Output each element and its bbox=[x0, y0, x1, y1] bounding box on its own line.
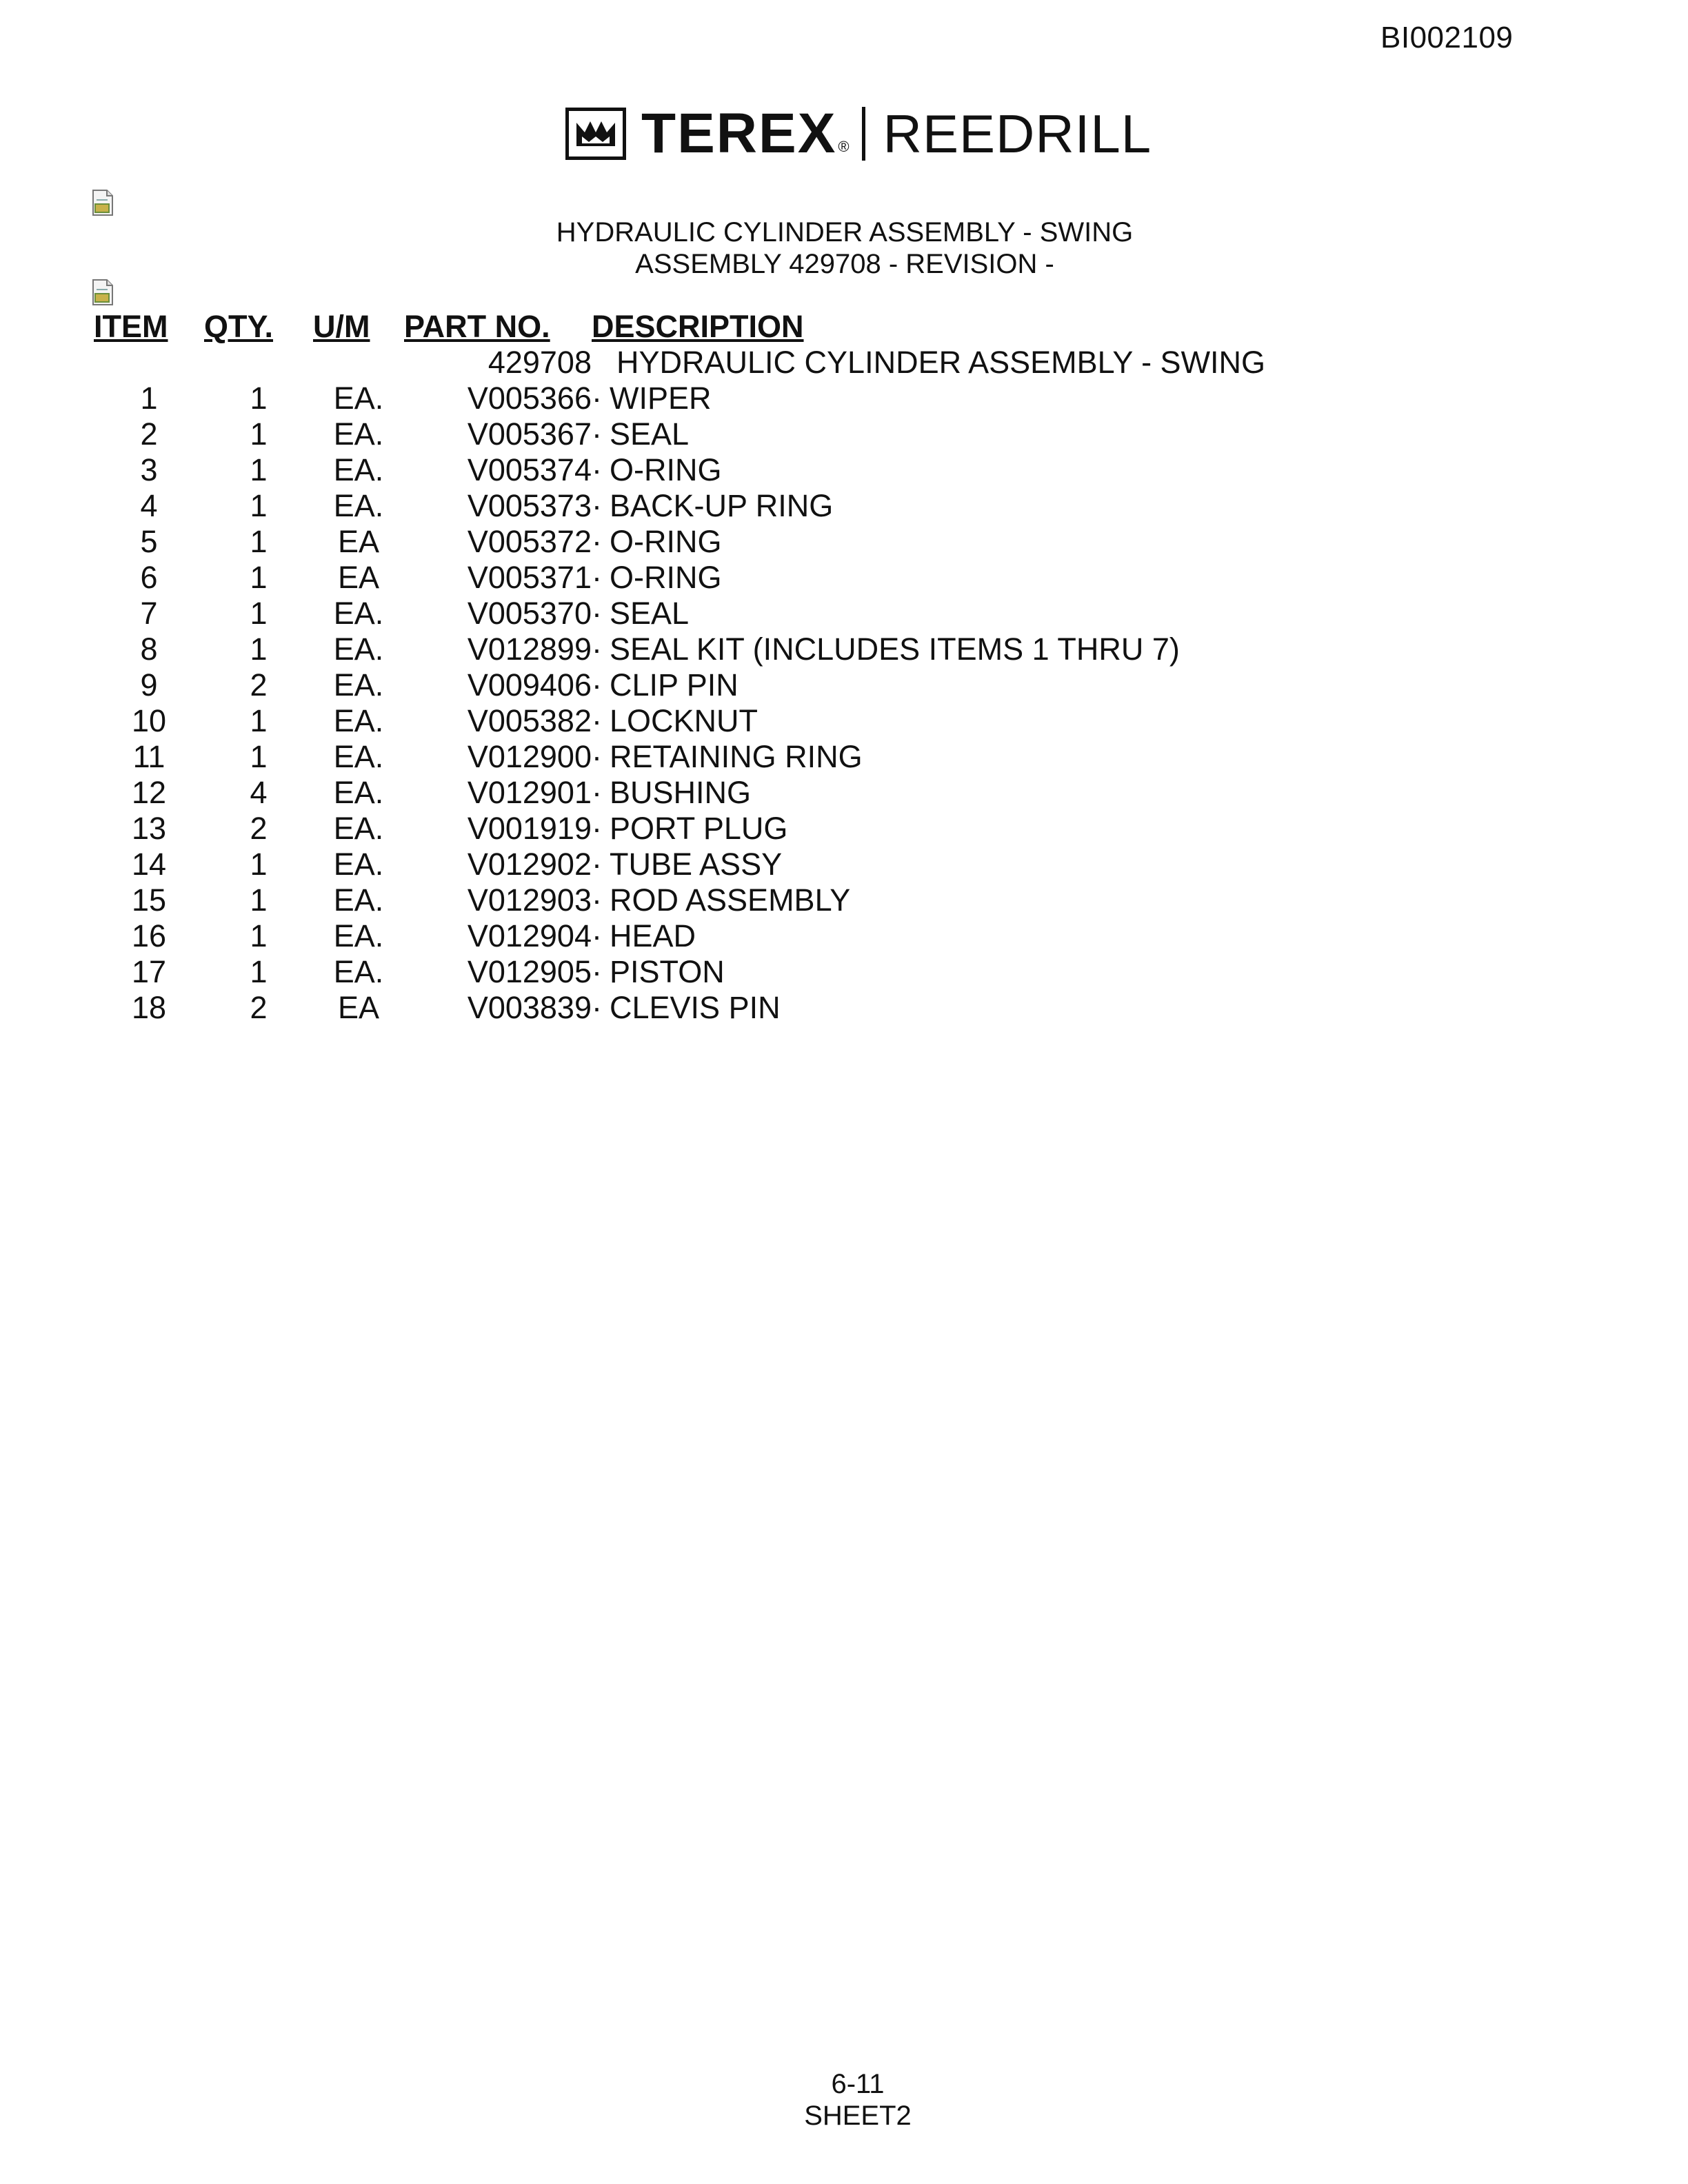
table-row bbox=[94, 990, 1265, 1026]
title-line-1: HYDRAULIC CYLINDER ASSEMBLY - SWING bbox=[556, 217, 1134, 247]
table-row bbox=[94, 918, 1265, 954]
qty-cell: 1 bbox=[250, 560, 268, 595]
part-no-cell: V005366 bbox=[467, 381, 592, 416]
indent-bullet: · bbox=[592, 811, 602, 846]
description-text: CLEVIS PIN bbox=[610, 990, 781, 1025]
qty-cell: 1 bbox=[250, 416, 268, 452]
qty-cell: 1 bbox=[250, 739, 268, 774]
description-text: SEAL bbox=[610, 596, 690, 631]
um-cell: EA. bbox=[333, 416, 384, 452]
part-no-cell: V009406 bbox=[467, 667, 592, 702]
qty-cell: 1 bbox=[250, 954, 268, 989]
description-cell bbox=[592, 452, 1265, 488]
um-cell: EA. bbox=[333, 918, 384, 953]
um-cell: EA. bbox=[333, 954, 384, 989]
description-text: CLIP PIN bbox=[610, 667, 738, 702]
item-cell: 16 bbox=[131, 918, 167, 953]
indent-bullet: · bbox=[592, 775, 602, 810]
description-cell bbox=[592, 381, 1265, 416]
qty-cell: 1 bbox=[250, 488, 268, 523]
um-cell: EA. bbox=[333, 775, 384, 810]
description-cell bbox=[592, 775, 1265, 811]
description-cell bbox=[592, 847, 1265, 882]
qty-cell: 1 bbox=[250, 631, 268, 667]
item-cell: 7 bbox=[140, 596, 158, 631]
description-cell bbox=[592, 739, 1265, 775]
description-cell bbox=[592, 596, 1265, 631]
part-no-cell: V005373 bbox=[467, 488, 592, 523]
item-cell: 3 bbox=[140, 452, 158, 487]
page-footer bbox=[0, 2068, 1688, 2132]
description-text: RETAINING RING bbox=[610, 739, 863, 774]
description-cell bbox=[592, 918, 1265, 954]
item-cell: 2 bbox=[140, 416, 158, 452]
part-no-cell: V012903 bbox=[467, 882, 592, 918]
indent-bullet: · bbox=[592, 667, 602, 702]
table-row bbox=[94, 667, 1265, 703]
item-cell: 1 bbox=[140, 381, 158, 416]
qty-cell: 1 bbox=[250, 918, 268, 953]
assembly-part-no: 429708 bbox=[488, 345, 592, 380]
part-no-cell: V005371 bbox=[467, 560, 592, 595]
indent-bullet: · bbox=[592, 631, 602, 667]
description-text: SEAL bbox=[610, 416, 690, 452]
indent-bullet: · bbox=[592, 524, 602, 559]
table-row bbox=[94, 775, 1265, 811]
indent-bullet: · bbox=[592, 918, 602, 953]
part-no-cell: V005367 bbox=[467, 416, 592, 452]
logo-registered-mark: ® bbox=[838, 138, 850, 155]
description-text: BACK-UP RING bbox=[610, 488, 834, 523]
um-cell: EA. bbox=[333, 739, 384, 774]
table-row bbox=[94, 882, 1265, 918]
description-text: PISTON bbox=[610, 954, 725, 989]
description-cell bbox=[592, 560, 1265, 596]
table-row bbox=[94, 954, 1265, 990]
part-no-cell: V012901 bbox=[467, 775, 592, 810]
qty-cell: 1 bbox=[250, 703, 268, 738]
logo-brand-text: TEREX bbox=[641, 102, 837, 165]
part-no-cell: V012902 bbox=[467, 847, 592, 882]
um-cell: EA. bbox=[333, 631, 384, 667]
part-no-cell: V012905 bbox=[467, 954, 592, 989]
indent-bullet: · bbox=[592, 847, 602, 882]
part-no-cell: V001919 bbox=[467, 811, 592, 846]
header-part-no: PART NO. bbox=[404, 309, 550, 344]
um-cell: EA bbox=[337, 560, 380, 595]
um-cell: EA. bbox=[333, 847, 384, 882]
part-no-cell: V005372 bbox=[467, 524, 592, 559]
qty-cell: 1 bbox=[250, 596, 268, 631]
qty-cell: 4 bbox=[250, 775, 268, 810]
table-row bbox=[94, 739, 1265, 775]
assembly-description: HYDRAULIC CYLINDER ASSEMBLY - SWING bbox=[616, 345, 1266, 380]
page-number: 6-11 bbox=[831, 2069, 885, 2099]
item-cell: 11 bbox=[132, 739, 165, 774]
sheet-label: SHEET2 bbox=[804, 2101, 912, 2131]
part-no-cell: V003839 bbox=[467, 990, 592, 1025]
header-description: DESCRIPTION bbox=[592, 309, 804, 344]
part-no-cell: V012899 bbox=[467, 631, 592, 667]
indent-bullet: · bbox=[592, 381, 602, 416]
item-cell: 13 bbox=[131, 811, 167, 846]
qty-cell: 1 bbox=[250, 381, 268, 416]
parts-list-table bbox=[94, 306, 1265, 1026]
assembly-row bbox=[94, 345, 1265, 381]
qty-cell: 1 bbox=[250, 452, 268, 487]
document-id: BI002109 bbox=[1380, 21, 1514, 54]
indent-bullet: · bbox=[592, 739, 602, 774]
um-cell: EA. bbox=[333, 811, 384, 846]
indent-bullet: · bbox=[592, 452, 602, 487]
description-text: O-RING bbox=[610, 524, 722, 559]
description-text: HEAD bbox=[610, 918, 696, 953]
description-text: ROD ASSEMBLY bbox=[610, 882, 851, 918]
table-row bbox=[94, 560, 1265, 596]
item-cell: 4 bbox=[140, 488, 158, 523]
table-row bbox=[94, 631, 1265, 667]
part-no-cell: V005374 bbox=[467, 452, 592, 487]
part-no-cell: V005370 bbox=[467, 596, 592, 631]
indent-bullet: · bbox=[592, 488, 602, 523]
qty-cell: 1 bbox=[250, 847, 268, 882]
description-cell bbox=[592, 954, 1265, 990]
indent-bullet: · bbox=[592, 703, 602, 738]
item-cell: 15 bbox=[131, 882, 167, 918]
description-text: O-RING bbox=[610, 452, 722, 487]
description-text: SEAL KIT (INCLUDES ITEMS 1 THRU 7) bbox=[610, 631, 1180, 667]
description-text: PORT PLUG bbox=[610, 811, 788, 846]
table-row bbox=[94, 703, 1265, 739]
um-cell: EA. bbox=[333, 596, 384, 631]
table-row bbox=[94, 596, 1265, 631]
um-cell: EA. bbox=[333, 488, 384, 523]
table-header-row bbox=[94, 306, 1265, 345]
description-cell bbox=[592, 631, 1265, 667]
description-text: TUBE ASSY bbox=[610, 847, 783, 882]
table-row bbox=[94, 524, 1265, 560]
description-cell bbox=[592, 488, 1265, 524]
item-cell: 5 bbox=[140, 524, 158, 559]
qty-cell: 1 bbox=[250, 524, 268, 559]
part-no-cell: V012904 bbox=[467, 918, 592, 953]
logo-divider bbox=[862, 107, 865, 161]
qty-cell: 1 bbox=[250, 882, 268, 918]
terex-reedrill-logo bbox=[565, 102, 1152, 165]
item-cell: 10 bbox=[131, 703, 167, 738]
table-row bbox=[94, 811, 1265, 847]
indent-bullet: · bbox=[592, 954, 602, 989]
table-row bbox=[94, 488, 1265, 524]
item-cell: 18 bbox=[131, 990, 167, 1025]
header-um: U/M bbox=[313, 309, 370, 344]
um-cell: EA bbox=[337, 990, 380, 1025]
qty-cell: 2 bbox=[250, 990, 268, 1025]
item-cell: 14 bbox=[131, 847, 167, 882]
table-row bbox=[94, 452, 1265, 488]
description-text: O-RING bbox=[610, 560, 722, 595]
item-cell: 17 bbox=[131, 954, 167, 989]
part-no-cell: V012900 bbox=[467, 739, 592, 774]
description-cell bbox=[592, 882, 1265, 918]
indent-bullet: · bbox=[592, 560, 602, 595]
um-cell: EA. bbox=[333, 703, 384, 738]
table-row bbox=[94, 847, 1265, 882]
description-cell bbox=[592, 524, 1265, 560]
description-text: WIPER bbox=[610, 381, 712, 416]
indent-bullet: · bbox=[592, 882, 602, 918]
description-cell bbox=[592, 703, 1265, 739]
part-no-cell: V005382 bbox=[467, 703, 592, 738]
header-qty: QTY. bbox=[204, 309, 274, 344]
um-cell: EA. bbox=[333, 667, 384, 702]
terex-crown-logo-icon bbox=[565, 108, 626, 160]
item-cell: 9 bbox=[140, 667, 158, 702]
logo-division-text: REEDRILL bbox=[883, 103, 1152, 164]
header-item: ITEM bbox=[94, 309, 168, 344]
description-text: LOCKNUT bbox=[610, 703, 758, 738]
item-cell: 8 bbox=[140, 631, 158, 667]
um-cell: EA. bbox=[333, 452, 384, 487]
indent-bullet: · bbox=[592, 416, 602, 452]
title-line-2: ASSEMBLY 429708 - REVISION - bbox=[635, 249, 1054, 279]
description-cell bbox=[592, 811, 1265, 847]
description-cell bbox=[592, 416, 1265, 452]
qty-cell: 2 bbox=[250, 811, 268, 846]
description-cell bbox=[592, 990, 1265, 1026]
um-cell: EA. bbox=[333, 381, 384, 416]
table-row bbox=[94, 416, 1265, 452]
um-cell: EA bbox=[337, 524, 380, 559]
table-row bbox=[94, 381, 1265, 416]
attachment-file-icon[interactable] bbox=[91, 279, 114, 306]
um-cell: EA. bbox=[333, 882, 384, 918]
indent-bullet: · bbox=[592, 596, 602, 631]
description-text: BUSHING bbox=[610, 775, 752, 810]
assembly-title bbox=[0, 216, 1688, 280]
item-cell: 12 bbox=[131, 775, 167, 810]
description-cell bbox=[592, 667, 1265, 703]
attachment-file-icon[interactable] bbox=[91, 189, 114, 216]
qty-cell: 2 bbox=[250, 667, 268, 702]
item-cell: 6 bbox=[140, 560, 158, 595]
indent-bullet: · bbox=[592, 990, 602, 1025]
